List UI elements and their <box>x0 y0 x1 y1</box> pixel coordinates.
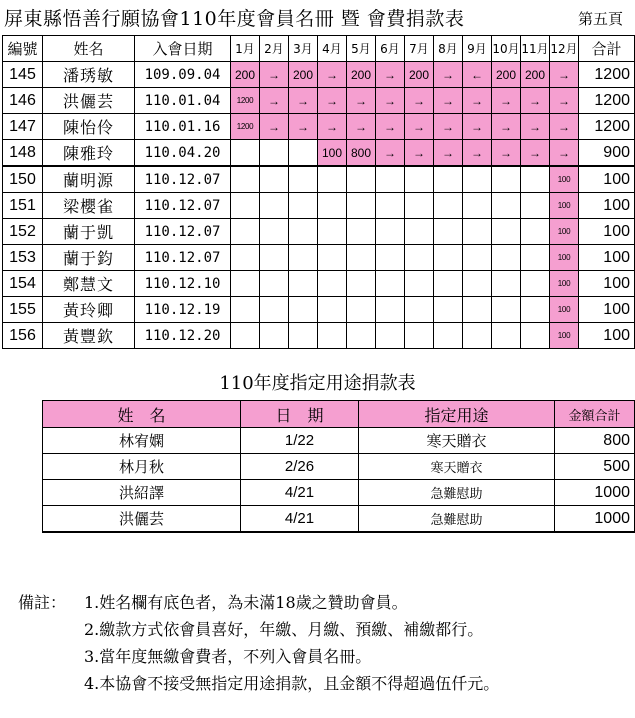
month-cell <box>260 166 289 193</box>
month-cell: → <box>463 114 492 140</box>
donation-date-cell: 1/22 <box>241 428 359 454</box>
month-cell <box>318 323 347 349</box>
column-header: 3月 <box>289 36 318 62</box>
table-row <box>3 166 635 193</box>
month-cell <box>463 271 492 297</box>
month-cell <box>521 271 550 297</box>
note-item: 4.本協會不接受無指定用途捐款，且金額不得超過伍仟元。 <box>84 674 500 693</box>
note-row <box>18 616 499 643</box>
month-cell: → <box>434 62 463 88</box>
join-date-cell: 110.12.07 <box>135 245 231 271</box>
table-row <box>3 114 635 140</box>
month-cell <box>347 245 376 271</box>
note-row <box>18 670 499 697</box>
column-header: 編號 <box>3 36 43 62</box>
month-cell <box>492 297 521 323</box>
month-cell: → <box>318 114 347 140</box>
donation-table-title: 110年度指定用途捐款表 <box>219 373 416 394</box>
month-cell <box>521 245 550 271</box>
month-cell: → <box>521 114 550 140</box>
month-cell: 1200 <box>231 114 260 140</box>
month-cell: 100 <box>550 245 579 271</box>
row-total-cell: 100 <box>579 193 635 219</box>
donation-table-body <box>43 428 635 533</box>
column-header: 4月 <box>318 36 347 62</box>
month-cell: → <box>376 140 405 167</box>
donation-date-cell: 2/26 <box>241 454 359 480</box>
month-cell <box>260 271 289 297</box>
month-cell: → <box>463 140 492 167</box>
member-number-cell: 147 <box>3 114 43 140</box>
donation-column-header: 金額合計 <box>555 401 635 428</box>
join-date-cell: 110.12.19 <box>135 297 231 323</box>
member-name-cell: 梁櫻雀 <box>43 193 135 219</box>
month-cell: → <box>550 62 579 88</box>
month-cell <box>376 166 405 193</box>
donor-name-cell: 洪儷芸 <box>43 506 241 533</box>
row-total-cell: 1200 <box>579 114 635 140</box>
table-row <box>3 193 635 219</box>
row-total-cell: 100 <box>579 166 635 193</box>
month-cell <box>231 323 260 349</box>
month-cell <box>434 271 463 297</box>
column-header: 合計 <box>579 36 635 62</box>
month-cell: → <box>492 88 521 114</box>
table-row <box>3 62 635 88</box>
month-cell <box>463 323 492 349</box>
month-cell: → <box>260 114 289 140</box>
month-cell: → <box>376 88 405 114</box>
month-cell <box>434 166 463 193</box>
month-cell <box>434 193 463 219</box>
month-cell <box>289 140 318 167</box>
month-cell <box>463 166 492 193</box>
month-cell: → <box>463 88 492 114</box>
month-cell <box>434 219 463 245</box>
month-cell <box>405 166 434 193</box>
month-cell <box>231 193 260 219</box>
month-cell: 100 <box>550 323 579 349</box>
donation-purpose-cell: 急難慰助 <box>359 506 555 533</box>
column-header: 6月 <box>376 36 405 62</box>
member-number-cell: 145 <box>3 62 43 88</box>
month-cell <box>289 323 318 349</box>
month-cell <box>347 271 376 297</box>
donation-purpose-cell: 寒天贈衣 <box>359 428 555 454</box>
donation-column-header: 姓 名 <box>43 401 241 428</box>
month-cell <box>434 245 463 271</box>
month-cell: → <box>405 88 434 114</box>
column-header: 5月 <box>347 36 376 62</box>
note-item: 3.當年度無繳會費者，不列入會員名冊。 <box>84 647 372 666</box>
month-cell: 100 <box>550 166 579 193</box>
donation-table-header <box>43 401 635 428</box>
month-cell <box>318 297 347 323</box>
month-cell <box>376 271 405 297</box>
donation-amount-cell: 500 <box>555 454 635 480</box>
month-cell: 200 <box>521 62 550 88</box>
donation-date-cell: 4/21 <box>241 480 359 506</box>
month-cell <box>405 297 434 323</box>
month-cell: → <box>550 114 579 140</box>
month-cell: 200 <box>405 62 434 88</box>
member-number-cell: 146 <box>3 88 43 114</box>
row-total-cell: 100 <box>579 271 635 297</box>
month-cell: 100 <box>318 140 347 167</box>
month-cell <box>376 297 405 323</box>
month-cell <box>231 245 260 271</box>
table-row <box>3 140 635 167</box>
month-cell <box>318 245 347 271</box>
row-total-cell: 100 <box>579 297 635 323</box>
month-cell: → <box>376 62 405 88</box>
month-cell <box>521 193 550 219</box>
month-cell <box>405 323 434 349</box>
month-cell <box>347 219 376 245</box>
member-name-cell: 陳雅玲 <box>43 140 135 167</box>
month-cell <box>405 219 434 245</box>
month-cell: 200 <box>231 62 260 88</box>
member-table-header <box>3 36 635 62</box>
column-header: 12月 <box>550 36 579 62</box>
month-cell: 100 <box>550 271 579 297</box>
month-cell: → <box>434 114 463 140</box>
month-cell <box>260 219 289 245</box>
month-cell: → <box>318 88 347 114</box>
join-date-cell: 110.12.07 <box>135 193 231 219</box>
month-cell: → <box>434 140 463 167</box>
table-row <box>3 245 635 271</box>
month-cell <box>521 297 550 323</box>
table-row <box>3 88 635 114</box>
member-number-cell: 151 <box>3 193 43 219</box>
note-row <box>18 643 499 670</box>
donation-column-header: 指定用途 <box>359 401 555 428</box>
note-item: 2.繳款方式依會員喜好，年繳、月繳、預繳、補繳都行。 <box>84 620 484 639</box>
member-name-cell: 蘭于凱 <box>43 219 135 245</box>
row-total-cell: 100 <box>579 323 635 349</box>
donation-table <box>42 400 635 533</box>
page-number: 第五頁 <box>578 10 624 28</box>
month-cell: → <box>347 88 376 114</box>
month-cell <box>347 297 376 323</box>
month-cell <box>405 271 434 297</box>
month-cell: → <box>492 114 521 140</box>
month-cell: 200 <box>492 62 521 88</box>
donation-purpose-cell: 急難慰助 <box>359 480 555 506</box>
month-cell <box>289 297 318 323</box>
member-number-cell: 148 <box>3 140 43 167</box>
donation-amount-cell: 1000 <box>555 506 635 533</box>
row-total-cell: 100 <box>579 245 635 271</box>
month-cell <box>405 245 434 271</box>
join-date-cell: 110.12.07 <box>135 166 231 193</box>
month-cell <box>347 323 376 349</box>
note-item: 1.姓名欄有底色者，為未滿18歲之贊助會員。 <box>84 593 408 612</box>
month-cell <box>260 297 289 323</box>
month-cell: 100 <box>550 193 579 219</box>
month-cell <box>434 297 463 323</box>
notes-label: 備註： <box>18 593 67 612</box>
month-cell <box>463 193 492 219</box>
row-total-cell: 900 <box>579 140 635 167</box>
month-cell <box>463 245 492 271</box>
member-name-cell: 蘭于鈞 <box>43 245 135 271</box>
column-header: 1月 <box>231 36 260 62</box>
row-total-cell: 1200 <box>579 62 635 88</box>
table-row <box>3 219 635 245</box>
donation-amount-cell: 1000 <box>555 480 635 506</box>
month-cell: 1200 <box>231 88 260 114</box>
month-cell <box>260 245 289 271</box>
month-cell <box>347 166 376 193</box>
month-cell: → <box>521 88 550 114</box>
join-date-cell: 110.12.07 <box>135 219 231 245</box>
join-date-cell: 109.09.04 <box>135 62 231 88</box>
month-cell <box>289 166 318 193</box>
join-date-cell: 110.12.10 <box>135 271 231 297</box>
member-number-cell: 154 <box>3 271 43 297</box>
month-cell <box>376 193 405 219</box>
month-cell <box>231 166 260 193</box>
column-header: 10月 <box>492 36 521 62</box>
month-cell <box>405 193 434 219</box>
member-name-cell: 陳怡伶 <box>43 114 135 140</box>
column-header: 入會日期 <box>135 36 231 62</box>
table-row <box>3 297 635 323</box>
member-number-cell: 153 <box>3 245 43 271</box>
month-cell: → <box>347 114 376 140</box>
member-name-cell: 洪儷芸 <box>43 88 135 114</box>
month-cell: → <box>289 88 318 114</box>
month-cell <box>289 245 318 271</box>
month-cell <box>318 271 347 297</box>
month-cell <box>434 323 463 349</box>
month-cell: ← <box>463 62 492 88</box>
donor-name-cell: 林月秋 <box>43 454 241 480</box>
month-cell <box>521 166 550 193</box>
join-date-cell: 110.01.04 <box>135 88 231 114</box>
month-cell <box>289 193 318 219</box>
notes-section <box>18 589 499 697</box>
member-name-cell: 潘琇敏 <box>43 62 135 88</box>
month-cell <box>376 323 405 349</box>
member-number-cell: 152 <box>3 219 43 245</box>
month-cell: → <box>434 88 463 114</box>
month-cell: 200 <box>347 62 376 88</box>
donation-amount-cell: 800 <box>555 428 635 454</box>
month-cell: → <box>405 140 434 167</box>
month-cell: 100 <box>550 297 579 323</box>
month-cell: → <box>260 88 289 114</box>
month-cell <box>376 219 405 245</box>
month-cell <box>376 245 405 271</box>
donation-date-cell: 4/21 <box>241 506 359 533</box>
month-cell <box>347 193 376 219</box>
month-cell: 200 <box>289 62 318 88</box>
month-cell <box>231 271 260 297</box>
month-cell <box>318 193 347 219</box>
month-cell <box>492 166 521 193</box>
row-total-cell: 1200 <box>579 88 635 114</box>
member-number-cell: 150 <box>3 166 43 193</box>
column-header: 11月 <box>521 36 550 62</box>
month-cell <box>492 271 521 297</box>
member-name-cell: 蘭明源 <box>43 166 135 193</box>
month-cell: → <box>405 114 434 140</box>
table-row <box>43 480 635 506</box>
member-name-cell: 黃玲卿 <box>43 297 135 323</box>
table-row <box>43 454 635 480</box>
column-header: 9月 <box>463 36 492 62</box>
month-cell: → <box>550 140 579 167</box>
month-cell <box>260 140 289 167</box>
month-cell <box>318 219 347 245</box>
donation-column-header: 日 期 <box>241 401 359 428</box>
member-number-cell: 156 <box>3 323 43 349</box>
month-cell <box>463 297 492 323</box>
month-cell <box>463 219 492 245</box>
member-number-cell: 155 <box>3 297 43 323</box>
document-title: 屏東縣悟善行願協會110年度會員名冊 暨 會費捐款表 <box>4 8 465 30</box>
donation-purpose-cell: 寒天贈衣 <box>359 454 555 480</box>
month-cell: → <box>492 140 521 167</box>
table-row <box>3 323 635 349</box>
month-cell <box>521 219 550 245</box>
column-header: 2月 <box>260 36 289 62</box>
month-cell: 800 <box>347 140 376 167</box>
month-cell: → <box>521 140 550 167</box>
month-cell <box>289 219 318 245</box>
member-table-body <box>3 62 635 349</box>
month-cell <box>521 323 550 349</box>
table-row <box>43 506 635 533</box>
member-name-cell: 鄭慧文 <box>43 271 135 297</box>
member-fee-table <box>2 35 635 349</box>
table-row <box>3 271 635 297</box>
month-cell <box>231 297 260 323</box>
donor-name-cell: 林宥嫻 <box>43 428 241 454</box>
join-date-cell: 110.04.20 <box>135 140 231 167</box>
month-cell <box>289 271 318 297</box>
table-row <box>43 428 635 454</box>
month-cell <box>260 193 289 219</box>
note-row <box>18 589 499 616</box>
column-header: 7月 <box>405 36 434 62</box>
month-cell <box>492 245 521 271</box>
month-cell <box>260 323 289 349</box>
month-cell: → <box>289 114 318 140</box>
column-header: 姓名 <box>43 36 135 62</box>
month-cell <box>231 140 260 167</box>
month-cell: 100 <box>550 219 579 245</box>
column-header: 8月 <box>434 36 463 62</box>
month-cell: → <box>376 114 405 140</box>
month-cell <box>492 193 521 219</box>
month-cell <box>318 166 347 193</box>
join-date-cell: 110.01.16 <box>135 114 231 140</box>
month-cell: → <box>318 62 347 88</box>
join-date-cell: 110.12.20 <box>135 323 231 349</box>
member-name-cell: 黃豐欽 <box>43 323 135 349</box>
month-cell: → <box>260 62 289 88</box>
month-cell: → <box>550 88 579 114</box>
month-cell <box>492 323 521 349</box>
month-cell <box>492 219 521 245</box>
row-total-cell: 100 <box>579 219 635 245</box>
month-cell <box>231 219 260 245</box>
donor-name-cell: 洪紹譯 <box>43 480 241 506</box>
